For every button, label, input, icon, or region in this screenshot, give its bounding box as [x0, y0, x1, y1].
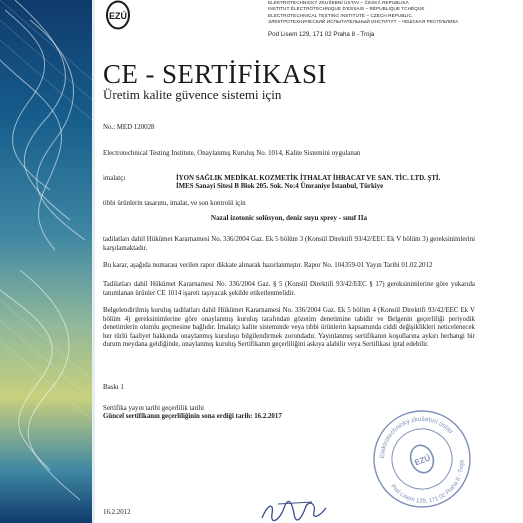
svg-text:EZÚ: EZÚ: [109, 11, 127, 21]
scope-intro: tibbi ürünlerin tasarımı, imalat, ve son kontrolü için: [103, 200, 246, 207]
validity-line: Sertifika yayın tarihi geçerlilik tarihi: [103, 405, 205, 412]
institute-line: ELEKTROTECHNICKÝ ZKUŠEBNÍ ÚSTAV – ČESKÁ REPUBLIKA: [268, 0, 409, 5]
manufacturer-label: imalatçı: [103, 175, 126, 182]
edition: Baskı 1: [103, 384, 124, 391]
svg-text:Pod Lisem 129, 171 02 Praha 8: Pod Lisem 129, 171 02 Praha 8 - Troja: [389, 459, 466, 505]
issue-date: 16.2.2012: [103, 509, 131, 516]
institute-stamp: [370, 407, 474, 516]
decorative-band: [0, 0, 92, 523]
paragraph-requirements: tadilatları dahil Hükümet Kararnamesi No. 336/2004 Gaz. Ek 5 bölüm 3 (Konsül Direktifi 93/42/EEC Ek V bölüm 3) gereksinimlerini karşılamaktadır.: [103, 236, 475, 252]
signature: [258, 498, 328, 523]
manufacturer-name: İYON SAĞLIK MEDİKAL KOZMETİK İTHALAT İHRACAT VE SAN. TİC. LTD. ŞTİ.: [176, 175, 441, 182]
institute-names: [268, 0, 458, 26]
certificate-number: No.: MED 120028: [103, 124, 155, 131]
institute-line: ЭЛЕКТРОТЕХНИЧЕСКИЙ ИСПЫТАТЕЛЬНЫЙ ИНСТИТУТ – ЧЕШСКАЯ РЕСПУБЛИКА: [268, 19, 459, 25]
band-edge: [92, 0, 95, 523]
certificate-title: CE - SERTİFİKASI: [103, 59, 327, 89]
expiry-line: Güncel sertifikanın geçerliliğinin sona erdiği tarih: 16.2.2017: [103, 413, 282, 420]
svg-text:EZÚ: EZÚ: [413, 453, 432, 468]
manufacturer-block: [176, 175, 476, 192]
manufacturer-address: İMES Sanayi Sitesi B Blok 205. Sok. No:4 Ümraniye İstanbul, Türkiye: [176, 183, 384, 191]
paragraph-surveillance: Belgelendirilmiş kuruluş tadilatları dahil Hükümet Kararnamesi No. 336/2004 Gaz. Ek 5 bölüm 4 (Konsül Direktifi 93/42/EEC Ek V bölüm 4) gereksinimlerine göre onaylanmış kuruluş tarafından gözetim denetimine tabidir ve Belgenin geçerliliği periyodik denetimlerin olumlu geçmesine bağlıdır. İmalatçı kalite sisteminde veya tıbbi ürünlerin kapsamında ciddi değişiklikleri neticelenecek her türlü faaliyet hakkında onaylanmış kuruluşu bilgilendirmek zorundadır. Yayınlanmış sertifikanın koşullarına aykırı herhangi bir durum meydana geldiğinde, onaylanmış kuruluş Sertifikanın geçerliliğini askıya alabilir veya Sertifikası iptal edebilir.: [103, 307, 475, 349]
paragraph-marking: Tadilatları dahil Hükümet Kararnamesi No. 336/2004 Gaz. § 5 (Konsül Direktifi 93/42/EEC § 17) gereksinimlerine göre yukarıda tanımlanan ürünler CE 1014 işareti taşıyacak şekilde etiketlenmelidir.: [103, 281, 475, 297]
paragraph-report: Bu karar, aşağıda numarası verilen rapor dikkate alınarak hazırlanmıştır. Rapor No. 104359-01 Yayın Tarihi 01.02.2012: [103, 262, 433, 269]
institute-address: Pod Lisem 129, 171 02 Praha 8 - Troja: [268, 31, 375, 38]
issuer-text: Electrotechnical Testing Institute, Onaylanmış Kuruluş No. 1014, Kalite Sistemini uygulanan: [103, 150, 361, 157]
institute-line: INSTITUT ÉLECTROTECHNIQUE D'ESSAIS – RÉPUBLIQUE TCHÈQUE: [268, 6, 425, 12]
product-name: Nazal izotonic solüsyon, deniz suyu sprey - sınıf IIa: [210, 214, 368, 222]
certificate-subtitle: Üretim kalite güvence sistemi için: [103, 87, 282, 102]
svg-text:Elektrotechnický zkušební ústa: Elektrotechnický zkušební ústav: [378, 415, 455, 459]
institute-line: ELECTROTECHNICAL TESTING INSTITUTE – CZECH REPUBLIC: [268, 12, 412, 18]
ezu-logo: [103, 0, 133, 35]
